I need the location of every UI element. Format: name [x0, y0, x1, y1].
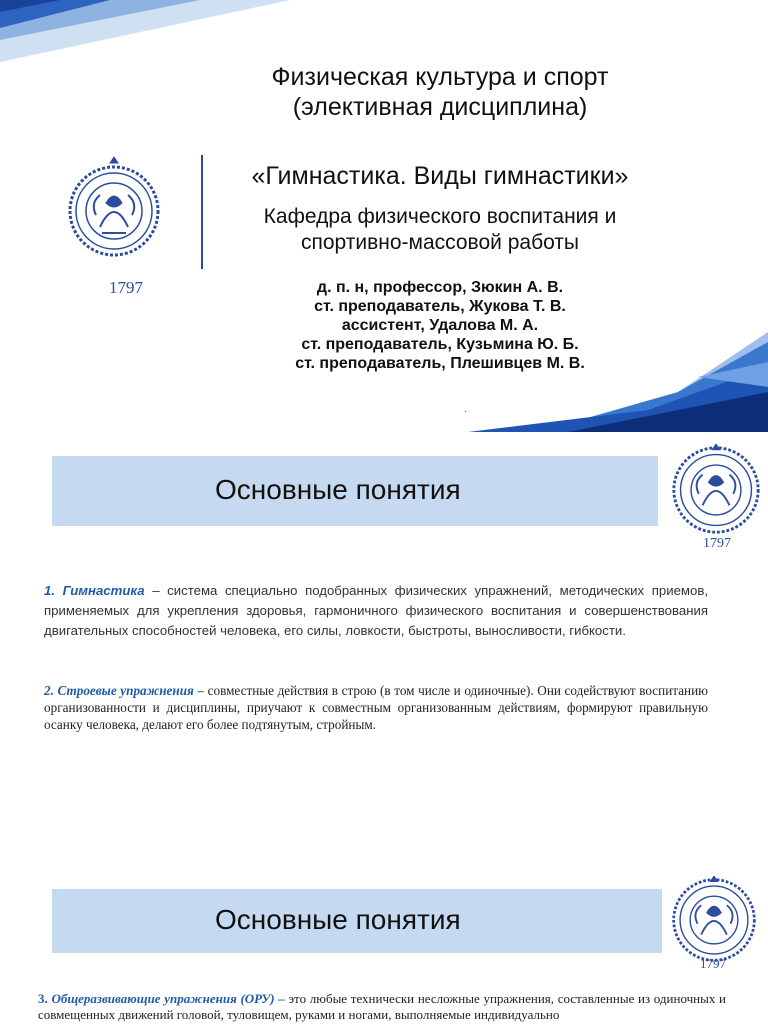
term: Гимнастика: [62, 583, 145, 598]
author-2: ст. преподаватель, Жукова Т. В.: [314, 298, 566, 315]
author-1: д. п. н, профессор, Зюкин А. В.: [316, 279, 564, 296]
top-left-decoration: [0, 0, 300, 70]
item-number: 2.: [44, 683, 54, 698]
heading-banner: [52, 889, 662, 953]
department: [200, 204, 680, 256]
author-4: ст. преподаватель, Кузьмина Ю. Б.: [301, 336, 579, 353]
stray-dot: .: [464, 404, 467, 415]
course-title-line2: (элективная дисциплина): [292, 93, 588, 121]
definition-text: это любые технически несложные упражнения, составленные из одиночных и совмещенных движений головой, туловищем, руками и ногами, выполняемые индивидуально: [38, 991, 727, 1022]
definition-text: – совместные действия в строю (в том числе и одиночные). Они содействуют воспитанию организованности и дисциплины, приучают к совместным организованным действиям, формируют правильную осанку человека, делают его более подтянутым, стройным.: [44, 683, 709, 732]
heading-banner: [52, 456, 658, 526]
course-title: [200, 62, 680, 122]
term: Общеразвивающие упражнения (ОРУ) –: [51, 991, 285, 1006]
item-number: 3.: [38, 991, 48, 1006]
university-crest-icon: [670, 876, 758, 964]
department-line2: спортивно-массовой работы: [300, 231, 580, 254]
title-slide: [0, 0, 768, 432]
term: Строевые упражнения: [57, 683, 194, 698]
author-5: ст. преподаватель, Плешивцев М. В.: [295, 355, 585, 372]
concepts-slide-1: [0, 432, 768, 862]
authors-list: [200, 278, 680, 373]
university-crest-icon: [66, 153, 162, 269]
crest-year: 1797: [700, 956, 726, 971]
definition-drill-exercises: [44, 682, 708, 733]
definition-text: – система специально подобранных физических упражнений, методических приемов, применяемых для укрепления здоровья, гармоничного физического воспитания и совершенствования двигательных способностей человека, его силы, ловкости, быстроты, выносливости, гибкости.: [44, 583, 708, 638]
slide-heading: Основные понятия: [215, 474, 461, 505]
slide-heading: Основные понятия: [215, 904, 461, 935]
department-line1: Кафедра физического воспитания и: [263, 205, 617, 228]
crest-year: 1797: [109, 278, 143, 297]
author-3: ассистент, Удалова М. А.: [341, 317, 539, 334]
crest-year: 1797: [703, 536, 731, 551]
university-crest-icon: [670, 444, 762, 536]
item-number: 1.: [44, 583, 55, 598]
concepts-slide-2: [0, 862, 768, 1024]
definition-general-exercises: [38, 991, 726, 1023]
definition-gymnastics: [44, 581, 708, 641]
course-title-line1: Физическая культура и спорт: [271, 63, 609, 91]
topic-title: «Гимнастика. Виды гимнастики»: [251, 162, 629, 190]
